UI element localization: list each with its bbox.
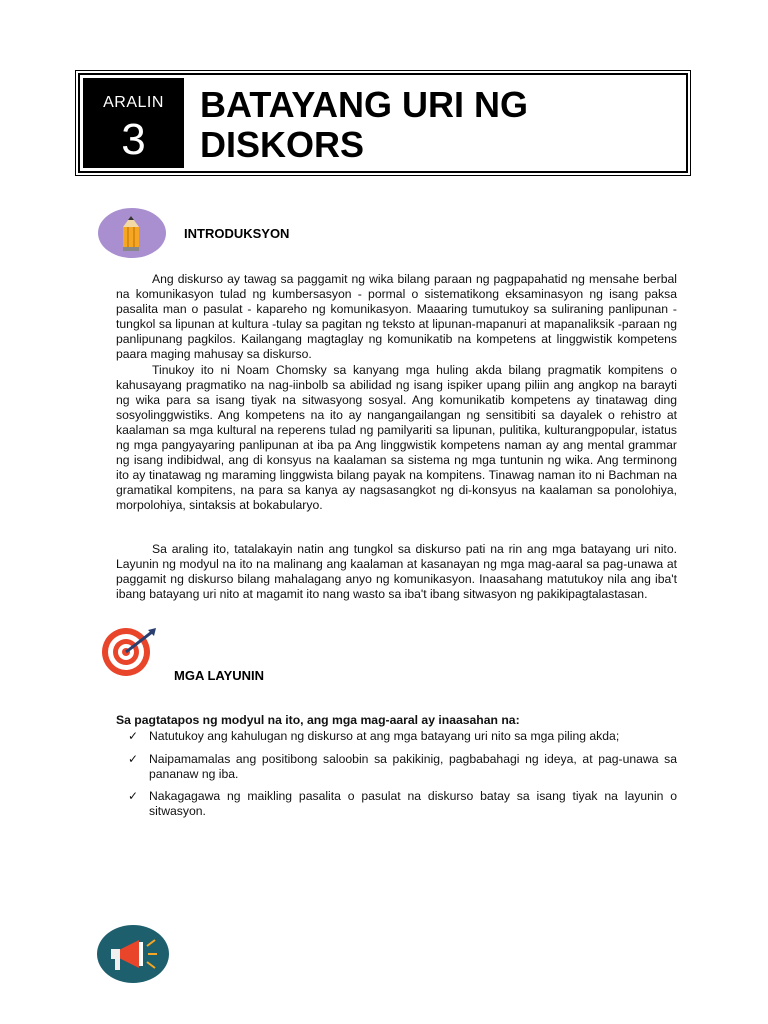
objective-text: Naipamamalas ang positibong saloobin sa pakikinig, pagbabahagi ng ideya, at pag-unawa sa pananaw ng iba. (149, 752, 677, 781)
lesson-number-block (83, 78, 184, 168)
page-title (200, 85, 670, 165)
objective-item-1 (116, 729, 677, 744)
megaphone-icon (97, 924, 171, 984)
objective-item-3 (116, 789, 677, 819)
objective-item-2 (116, 752, 677, 782)
intro-heading: INTRODUKSYON (184, 226, 290, 241)
title-line-2: DISKORS (200, 124, 365, 165)
lesson-label: ARALIN (103, 94, 164, 111)
check-icon: ✓ (128, 789, 139, 803)
objective-text: Nakagagawa ng maikling pasalita o pasulat na diskurso batay sa isang tiyak na layunin o sitwasyon. (149, 789, 677, 818)
intro-paragraph-3: Sa araling ito, tatalakayin natin ang tungkol sa diskurso pati na rin ang mga batayang uri nito. Layunin ng modyul na ito na malinang ang kaalaman at kasanayan ng mga mag-aaral sa pag-unawa at paggamit ng diskurso bilang mahalagang anyo ng komunikasyon. Inaasahang matutukoy nila ang iba't ibang batayang uri nito at magamit ito nang wasto sa iba't ibang sitwasyon ng pakikipagtalastasan. (116, 542, 677, 601)
objectives-list (116, 729, 677, 819)
check-icon: ✓ (128, 729, 139, 743)
lesson-header (78, 73, 688, 173)
title-line-1: BATAYANG URI NG (200, 84, 529, 125)
objective-text: Natutukoy ang kahulugan ng diskurso at ang mga batayang uri nito sa mga piling akda; (149, 729, 620, 743)
intro-paragraph-2: Tinukoy ito ni Noam Chomsky sa kanyang mga huling akda bilang pragmatik kompitens o kahusayang pragmatiko na nag-iinbolb sa abilidad ng isang ispiker upang piliin ang angkop na barayti ng wika para sa isang tiyak na sitwasyong sosyal. Ang komunikatib kompetens ay tinatawag ding sosyolinggwistiks. Ang kompetens na ito ay nangangailangan ng sensitibiti sa dayalek o rehistro at kaalaman sa mga kultural na reperens tulad ng pamilyariti sa lipunan, pulitika, kulturangpopular, istatus ng mga pangyayaring panlipunan at iba pa Ang linggwistik kompetens naman ay ang mental grammar ng isang indibidwal, ang di konsyus na kaalaman sa sistema ng mga tuntunin ng wika. Ang terminong ito ay tinatawag ng maraming linggwista bilang payak na kompitens. Tinawag naman ito ni Bachman na gramatikal kompitens, na para sa kanya ay nagsasangkot ng di-konsyus na kaalaman sa ponolohiya, morpolohiya, sintaksis at bokabularyo. (116, 363, 677, 512)
objectives-heading: MGA LAYUNIN (174, 668, 265, 683)
intro-paragraph-1: Ang diskurso ay tawag sa paggamit ng wika bilang paraan ng pagpapahatid ng mensahe berbal na komunikasyon tulad ng kumbersasyon - pormal o sistematikong eksaminasyon ng isang paksa pasalita man o pasulat - kapareho ng komunikasyon. Maaaring tumutukoy sa suliraning panlipunan -tungkol sa lipunan at kultura -tulay sa pagitan ng teksto at lipunan-mapanuri at mapanaliksik -paraan ng panlipunang pagkilos. Kailangang magtaglay ng komunikatib na kompetens at linggwistik kompetens paara maging mahusay sa diskurso. (116, 272, 677, 361)
objectives-lead: Sa pagtatapos ng modyul na ito, ang mga mag-aaral ay inaasahan na: (116, 713, 520, 727)
target-icon (96, 626, 160, 678)
check-icon: ✓ (128, 752, 139, 766)
pencil-icon (98, 207, 166, 259)
lesson-number: 3 (121, 115, 146, 164)
